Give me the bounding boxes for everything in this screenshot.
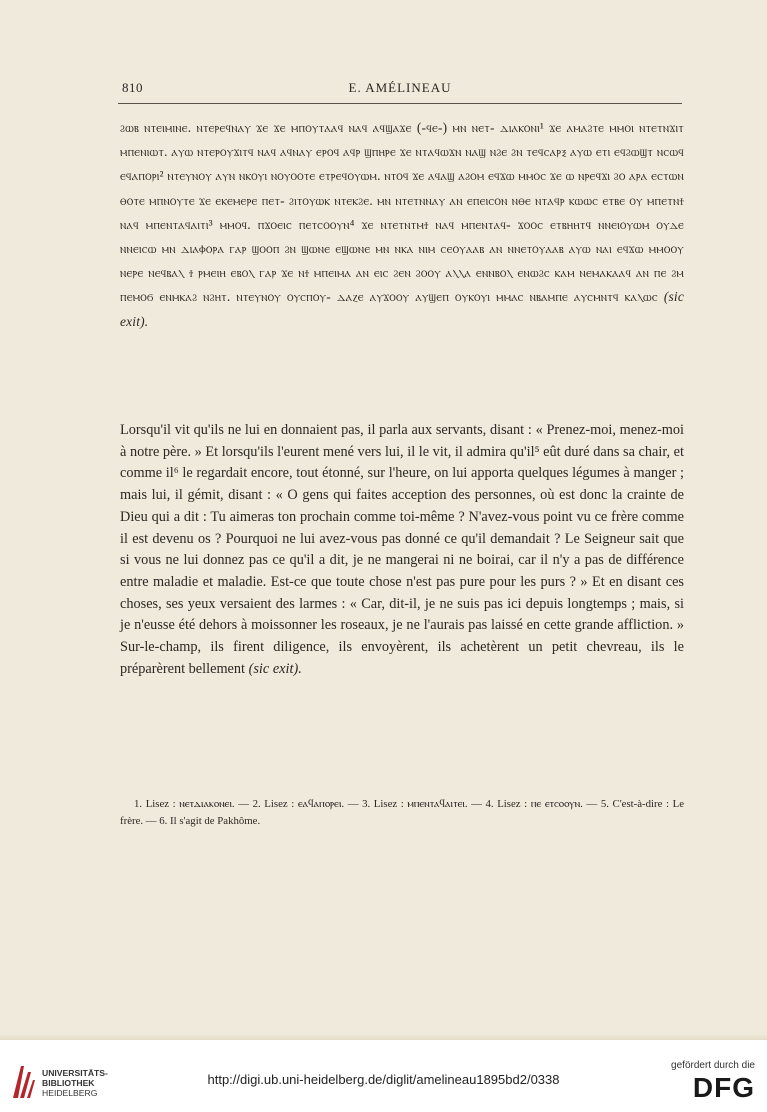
coptic-line: ⲉⲣⲟϥ ⲁϥⲣ ϣⲡⲏⲣⲉ ϫⲉ ⲛⲧⲁϥⲱϫⲛ ⲛⲁϣ ⲛϩⲉ ϩⲛ ⲧⲉϥⲥⲁⲣⲝ ⲁⲩⲱ ⲉⲧⲓ ⲉϥϩⲱϣⲧ ⲛⲥⲱϥ — [316, 144, 684, 160]
translation-paragraph — [120, 420, 684, 680]
header-rule — [118, 103, 682, 104]
french-translation — [120, 420, 684, 680]
dfg-logo: DFG — [692, 1072, 755, 1103]
coptic-line: ⲇⲁⲍⲉ ⲁⲩϫⲟⲟⲩ ⲁⲩϣⲉⲡ ⲟⲩⲕⲟⲩⲓ ⲙⲙⲁⲥ ⲛⲃⲁⲙⲡⲉ ⲁⲩⲥⲙⲛⲧϥ ⲕⲁⲗⲱⲥ — [336, 289, 664, 305]
coptic-line: ϩⲱⲃ ⲛⲧⲉⲓⲙⲓⲛⲉ. ⲛⲧⲉⲣⲉϥⲛⲁⲩ ϫⲉ ϫⲉ ⲙⲡⲟⲩⲧⲁⲁϥ ⲛⲁϥ ⲁϥϣⲁϫⲉ (-ϥⲉ-) ⲙⲛ ⲛⲉⲧ- — [120, 120, 500, 135]
sponsor-block — [665, 1060, 755, 1103]
page-number: 810 — [122, 80, 143, 95]
coptic-line: ϩⲓⲧⲟⲩⲱⲕ ⲛⲧⲉⲕϩⲉ. ⲙⲛ ⲛⲧⲉⲧⲛⲛⲁⲩ ⲁⲛ ⲉⲡⲉⲓⲥⲟⲛ ⲛⲑⲉ ⲛⲧⲁϥⲣ ⲕⲱⲱⲥ ⲉⲧⲃⲉ ⲟⲩ ⲙⲡⲉⲧⲛϯ — [289, 192, 684, 208]
sponsor-label: gefördert durch die — [671, 1060, 755, 1071]
page-header — [118, 70, 682, 104]
coptic-paragraph — [120, 116, 684, 334]
library-name-line: UNIVERSITÄTS- — [42, 1068, 108, 1078]
coptic-line: ⲛⲁϥ ⲙⲡⲉⲛⲧⲁϥⲁⲓⲧⲓ³ ⲙⲙⲟϥ. ⲡϫⲟⲉⲓⲥ ⲡⲉⲧⲥⲟⲟⲩⲛ⁴ ϫⲉ ⲛⲧⲉⲧⲛⲧⲙϯ ⲛⲁϥ ⲙⲡⲉⲛⲧⲁϥ- — [120, 216, 518, 232]
library-name-line: HEIDELBERG — [42, 1088, 98, 1098]
viewer-footer — [0, 1040, 767, 1112]
coptic-line: ⲉϥⲁⲡⲟⲣⲓ² ⲛⲧⲉⲩⲛⲟⲩ ⲁⲩⲛ ⲛⲕⲟⲩⲓ ⲛⲟⲩⲟⲟⲧⲉ ⲉⲧⲣⲉϥⲟⲩⲱⲙ. ⲛⲧⲟϥ ϫⲉ ⲁϥⲁϣ ⲁϩⲟⲙ — [120, 168, 489, 184]
footnote-text: 1. Lisez : ⲛⲉⲧⲇⲓⲁⲕⲟⲛⲉⲓ. — 2. Lisez : ⲉⲁϥⲁⲡⲟⲣⲉⲓ. — 3. Lisez : ⲙⲡⲉⲛⲧⲁϥⲁⲓⲧⲉⲓ. — 4. Lisez : ⲡⲉ ⲉⲧⲥⲟⲟⲩⲛ. — 5. C'est-à-dire : Le frère. — 6. Il s'agit de Pakhôme. — [120, 798, 684, 827]
running-head: E. AMÉLINEAU — [348, 80, 452, 95]
coptic-line: ⲉⲛⲱϩⲥ ⲕⲁⲙ ⲛⲉⲙⲁⲕⲁⲁϥ ⲁⲛ ⲡⲉ ϩⲙ ⲡⲉⲙⲟϭ ⲉⲛⲙⲕⲁϩ ⲛϩⲏⲧ. ⲛⲧⲉⲩⲛⲟⲩ ⲟⲩⲥⲡⲟⲩ- — [120, 265, 685, 305]
coptic-line: ϫⲟⲟⲥ ⲉⲧⲃⲏⲏⲧϥ ⲛⲛⲉⲓⲟⲩⲱⲙ ⲟⲩⲇⲉ ⲛⲛⲉⲓⲥⲱ ⲙⲛ ⲇⲓⲁⲫⲟⲣⲁ ⲅⲁⲣ ϣⲟⲟⲡ ϩⲛ ϣⲱⲛⲉ — [120, 216, 684, 257]
coptic-sic-note: (sic exit). — [120, 289, 684, 329]
coptic-line: ⲛⲉϥⲃⲁⲗ ϯ ⲣⲙⲉⲓⲏ ⲉⲃⲟⲗ ⲅⲁⲣ ϫⲉ ⲛϯ ⲙⲡⲉⲓⲙⲁ ⲁⲛ ⲉⲓⲥ ϩⲉⲛ ϩⲟⲟⲩ ⲁⲗⲗⲁ ⲉⲛⲛⲃⲟⲗ — [148, 265, 518, 281]
permalink-url[interactable]: http://digi.ub.uni-heidelberg.de/diglit/amelineau1895bd2/0338 — [207, 1072, 560, 1087]
footnotes — [120, 796, 684, 830]
translation-sic-note: (sic exit). — [248, 660, 302, 677]
coptic-line: ⲉϥϫⲱ ⲙⲙⲟⲥ ϫⲉ ⲱ ⲛⲣⲉϥϫⲓ ϩⲟ ⲁⲣⲁ ⲉⲥⲧⲱⲛ ⲑⲟⲧⲉ ⲙⲡⲛⲟⲩⲧⲉ ϫⲉ ⲉⲕⲉⲙⲉⲣⲉ ⲡⲉⲧ- — [120, 168, 684, 208]
coptic-text-block — [120, 116, 684, 334]
library-name-line: BIBLIOTHEK — [42, 1078, 95, 1088]
coptic-line: ⲉϣⲱⲛⲉ ⲙⲛ ⲛⲕⲁ ⲛⲓⲙ ⲥⲉⲟⲩⲁⲁⲃ ⲁⲛ ⲛⲛⲉⲧⲟⲩⲁⲁⲃ ⲁⲩⲱ ⲛⲁⲓ ⲉϥϫⲱ ⲙⲙⲟⲟⲩ ⲛⲉⲣⲉ — [120, 241, 684, 281]
translation-text: Lorsqu'il vit qu'ils ne lui en donnaient pas, il parla aux servants, disant : « Prenez-moi, menez-moi à notre père. » Et lorsqu'ils l'eurent mené vers lui, il le vit, il admira qu'il⁵ eût duré dans sa chair, et comme il⁶ le regardait encore, tout étonné, sur l'heure, on lui apporta quelques légumes à manger ; mais lui, il gémit, disant : « O gens qui faites acception des personnes, où est donc la crainte de Dieu qui a dit : Tu aimeras ton prochain comme toi-même ? N'avez-vous point vu ce frère comme il est devenu os ? Pourquoi ne lui avez-vous pas donné ce qu'il demandait ? Le Seigneur sait que si vous ne lui donnez pas ce qu'il a dit, je ne mangerai ni ne boirai, car il n'y a pas de différence entre maladie et maladie. Est-ce que toute chose n'est pas pure pour les purs ? » Et en disant ces choses, ses yeux versaient des larmes : « Car, dit-il, je ne suis pas ici depuis longtemps ; mais, si je n'eusse été dehors à moissonner les roseaux, je ne l'aurais pas laissé en cette grande affliction. » Sur-le-champ, ils firent diligence, ils envoyèrent, ils achetèrent un petit chevreau, ils le préparèrent bellement — [120, 422, 684, 677]
coptic-line: ⲇⲓⲁⲕⲟⲛⲓ¹ ϫⲉ ⲁⲙⲁϩⲧⲉ ⲙⲙⲟⲓ ⲛⲧⲉⲧⲛϫⲓⲧ ⲙⲡⲉⲛⲓⲱⲧ. ⲁⲩⲱ ⲛⲧⲉⲣⲟⲩϫⲓⲧϥ ⲛⲁϥ ⲁϥⲛⲁⲩ — [120, 120, 684, 160]
